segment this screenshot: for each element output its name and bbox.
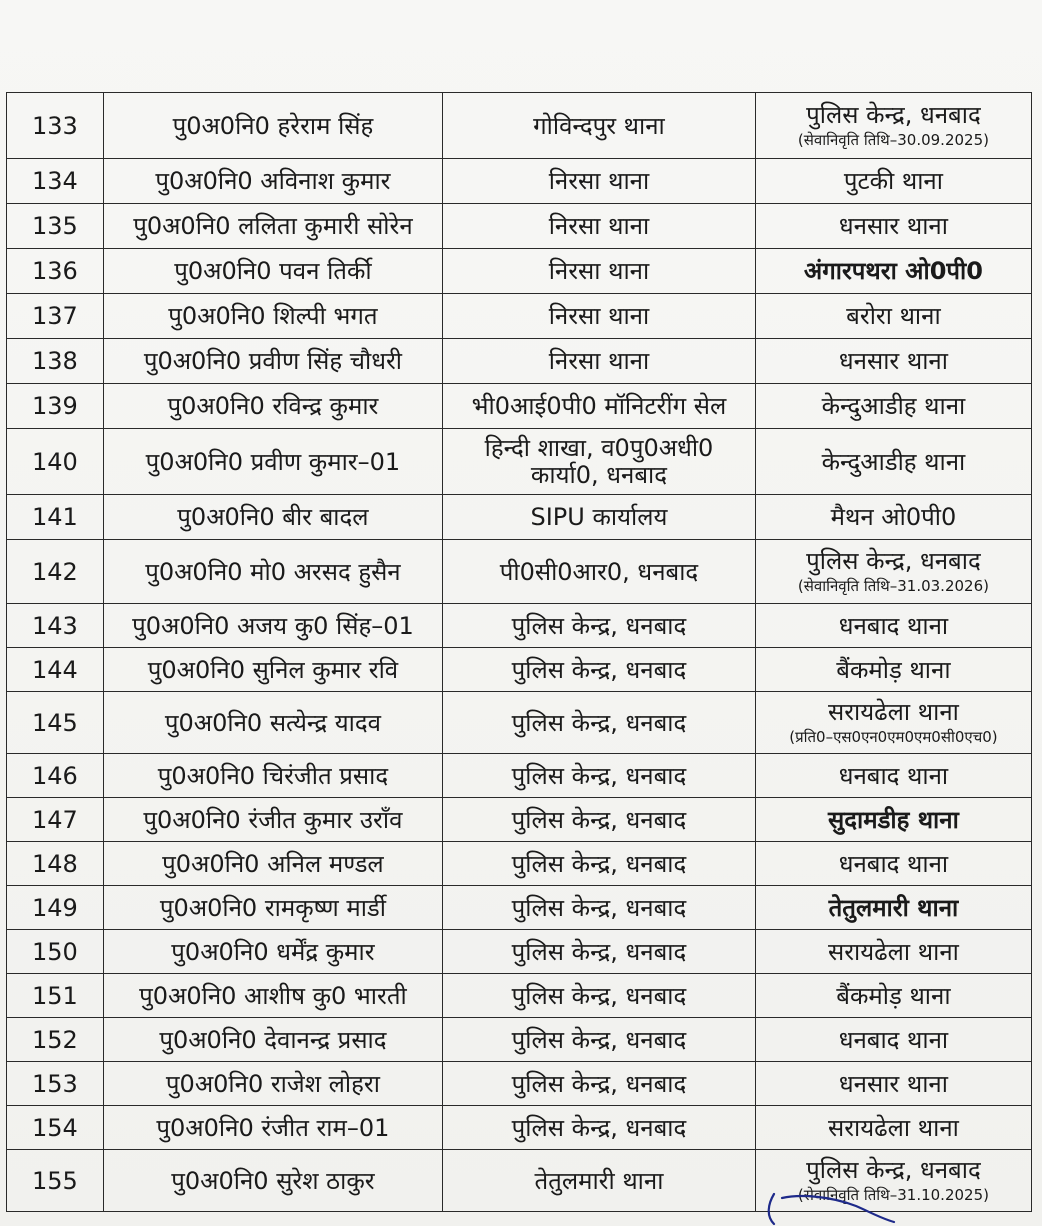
serial-number: 153 (31, 1069, 78, 1098)
officer-name: पु0अ0नि0 अजय कु0 सिंह–01 (132, 611, 414, 640)
serial-number-cell (7, 1018, 104, 1062)
officer-name-cell (103, 384, 442, 429)
current-posting: निरसा थाना (548, 167, 650, 195)
serial-number: 152 (31, 1025, 78, 1054)
serial-number-cell (7, 204, 104, 249)
current-posting: पी0सी0आर0, धनबाद (499, 557, 699, 586)
new-posting: धनसार थाना (838, 1069, 948, 1098)
current-posting: SIPU कार्यालय (530, 503, 668, 531)
new-posting: धनबाद थाना (838, 611, 949, 640)
current-posting-cell (443, 886, 756, 930)
serial-number: 134 (31, 167, 78, 195)
current-posting: पुलिस केन्द्र, धनबाद (511, 655, 687, 684)
new-posting: केन्दुआडीह थाना (821, 447, 966, 476)
current-posting-cell (443, 1018, 756, 1062)
table-row (7, 1106, 1032, 1150)
new-posting-cell (755, 648, 1031, 692)
serial-number-cell (7, 384, 104, 429)
serial-number-cell (7, 974, 104, 1018)
new-posting: पुलिस केन्द्र, धनबाद (806, 1155, 981, 1184)
posting-note: (सेवानिवृति तिथि–30.09.2025) (797, 130, 989, 149)
officer-name-cell (103, 604, 442, 648)
current-posting: भी0आई0पी0 मॉनिटरींग सेल (471, 392, 727, 420)
new-posting-cell (755, 974, 1031, 1018)
new-posting: सरायढेला थाना (827, 1113, 959, 1142)
current-posting-cell (443, 204, 756, 249)
officer-name-cell (103, 1018, 442, 1062)
new-posting-cell (755, 429, 1031, 495)
new-posting: धनबाद थाना (838, 1025, 949, 1054)
serial-number: 137 (31, 302, 78, 330)
serial-number-cell (7, 692, 104, 754)
posting-note: (सेवानिवृति तिथि–31.10.2025) (797, 1185, 989, 1204)
new-posting-cell (755, 159, 1031, 204)
new-posting-cell (755, 754, 1031, 798)
serial-number-cell (7, 294, 104, 339)
new-posting: तेतुलमारी थाना (828, 893, 959, 922)
serial-number: 141 (31, 503, 78, 531)
serial-number-cell (7, 842, 104, 886)
table-row (7, 648, 1032, 692)
table-row (7, 1062, 1032, 1106)
new-posting-cell (755, 249, 1031, 294)
serial-number-cell (7, 886, 104, 930)
officer-name: पु0अ0नि0 सुरेश ठाकुर (171, 1166, 375, 1195)
current-posting: पुलिस केन्द्र, धनबाद (511, 1113, 687, 1142)
serial-number-cell (7, 648, 104, 692)
new-posting: बरोरा थाना (846, 302, 941, 330)
table-row (7, 339, 1032, 384)
current-posting-cell (443, 159, 756, 204)
table-row (7, 384, 1032, 429)
table-row (7, 93, 1032, 159)
serial-number: 135 (31, 212, 78, 240)
new-posting: बैंकमोड़ थाना (836, 981, 951, 1010)
serial-number: 139 (31, 392, 78, 420)
current-posting-cell (443, 798, 756, 842)
table-row (7, 249, 1032, 294)
table-row (7, 974, 1032, 1018)
serial-number-cell (7, 249, 104, 294)
current-posting-cell (443, 495, 756, 540)
officer-name-cell (103, 540, 442, 604)
officer-name-cell (103, 93, 442, 159)
serial-number-cell (7, 1106, 104, 1150)
new-posting: पुलिस केन्द्र, धनबाद (806, 100, 981, 129)
table-row (7, 842, 1032, 886)
new-posting-cell (755, 604, 1031, 648)
officer-name: पु0अ0नि0 अविनाश कुमार (155, 167, 391, 195)
table-row (7, 930, 1032, 974)
new-posting-cell (755, 1062, 1031, 1106)
officer-name: पु0अ0नि0 शिल्पी भगत (168, 302, 378, 330)
officer-name: पु0अ0नि0 रंजीत राम–01 (156, 1113, 390, 1142)
officer-name-cell (103, 429, 442, 495)
officer-name-cell (103, 692, 442, 754)
table-row (7, 294, 1032, 339)
table-row (7, 159, 1032, 204)
current-posting: निरसा थाना (548, 347, 650, 375)
officer-name-cell (103, 1106, 442, 1150)
current-posting-cell (443, 842, 756, 886)
officer-name: पु0अ0नि0 प्रवीण कुमार–01 (145, 447, 401, 476)
officer-name: पु0अ0नि0 राजेश लोहरा (165, 1069, 380, 1098)
officer-name-cell (103, 886, 442, 930)
serial-number: 133 (31, 111, 78, 140)
current-posting: पुलिस केन्द्र, धनबाद (511, 708, 687, 737)
current-posting-cell (443, 648, 756, 692)
officer-name-cell (103, 204, 442, 249)
serial-number: 150 (31, 937, 78, 966)
officer-name: पु0अ0नि0 रामकृष्ण मार्डी (159, 893, 386, 922)
new-posting: मैथन ओ0पी0 (830, 503, 957, 531)
officer-name-cell (103, 495, 442, 540)
officer-name: पु0अ0नि0 आशीष कु0 भारती (139, 981, 407, 1010)
new-posting-cell (755, 692, 1031, 754)
new-posting: धनसार थाना (838, 347, 948, 375)
current-posting: निरसा थाना (548, 257, 650, 285)
current-posting-cell (443, 1062, 756, 1106)
current-posting-cell (443, 294, 756, 339)
current-posting-cell (443, 1150, 756, 1212)
table-row (7, 204, 1032, 249)
serial-number: 154 (31, 1113, 78, 1142)
new-posting: बैंकमोड़ थाना (836, 655, 951, 684)
signature-mark (760, 1192, 910, 1226)
serial-number-cell (7, 93, 104, 159)
officer-name-cell (103, 249, 442, 294)
table-row (7, 692, 1032, 754)
new-posting-cell (755, 798, 1031, 842)
current-posting-cell (443, 384, 756, 429)
officer-name-cell (103, 648, 442, 692)
officer-name-cell (103, 930, 442, 974)
table-row (7, 886, 1032, 930)
serial-number-cell (7, 159, 104, 204)
new-posting-cell (755, 1018, 1031, 1062)
serial-number: 144 (31, 655, 78, 684)
officer-name-cell (103, 294, 442, 339)
current-posting-cell (443, 540, 756, 604)
new-posting-cell (755, 294, 1031, 339)
current-posting-cell (443, 429, 756, 495)
table-row (7, 754, 1032, 798)
current-posting: पुलिस केन्द्र, धनबाद (511, 893, 687, 922)
current-posting: पुलिस केन्द्र, धनबाद (511, 1025, 687, 1054)
officer-name-cell (103, 798, 442, 842)
current-posting-cell (443, 754, 756, 798)
serial-number: 148 (31, 849, 78, 878)
new-posting: पुटकी थाना (843, 167, 943, 195)
current-posting-cell (443, 604, 756, 648)
serial-number: 155 (31, 1166, 78, 1195)
current-posting: पुलिस केन्द्र, धनबाद (511, 849, 687, 878)
officer-name: पु0अ0नि0 देवानन्द्र प्रसाद (159, 1025, 387, 1054)
new-posting-cell (755, 842, 1031, 886)
new-posting-cell (755, 495, 1031, 540)
officer-name-cell (103, 1062, 442, 1106)
new-posting-cell (755, 339, 1031, 384)
new-posting: अंगारपथरा ओ0पी0 (803, 257, 983, 285)
officer-name: पु0अ0नि0 बीर बादल (177, 503, 369, 531)
officer-name: पु0अ0नि0 चिरंजीत प्रसाद (157, 761, 389, 790)
officer-name-cell (103, 339, 442, 384)
officer-name-cell (103, 1150, 442, 1212)
current-posting: तेतुलमारी थाना (534, 1166, 664, 1195)
new-posting-cell (755, 384, 1031, 429)
serial-number: 140 (31, 447, 78, 476)
officer-name: पु0अ0नि0 हरेराम सिंह (172, 111, 374, 140)
officer-name-cell (103, 159, 442, 204)
officer-name: पु0अ0नि0 सत्येन्द्र यादव (164, 708, 381, 737)
current-posting-cell (443, 974, 756, 1018)
current-posting-cell (443, 93, 756, 159)
transfer-table (6, 92, 1032, 1212)
serial-number-cell (7, 495, 104, 540)
current-posting: पुलिस केन्द्र, धनबाद (511, 805, 687, 834)
current-posting: पुलिस केन्द्र, धनबाद (511, 611, 687, 640)
table-body (7, 93, 1032, 1212)
serial-number-cell (7, 604, 104, 648)
new-posting: केन्दुआडीह थाना (821, 392, 966, 420)
officer-name: पु0अ0नि0 सुनिल कुमार रवि (147, 655, 399, 684)
serial-number: 151 (31, 981, 78, 1010)
serial-number: 143 (31, 611, 78, 640)
new-posting-cell (755, 93, 1031, 159)
serial-number-cell (7, 798, 104, 842)
current-posting-cell (443, 1106, 756, 1150)
new-posting-cell (755, 204, 1031, 249)
posting-note: (प्रति0–एस0एन0एम0एम0सी0एच0) (789, 727, 998, 746)
officer-name: पु0अ0नि0 अनिल मण्डल (162, 849, 384, 878)
officer-name: पु0अ0नि0 ललिता कुमारी सोरेन (133, 212, 413, 240)
table-row (7, 798, 1032, 842)
serial-number: 149 (31, 893, 78, 922)
serial-number-cell (7, 930, 104, 974)
current-posting-cell (443, 692, 756, 754)
serial-number: 146 (31, 761, 78, 790)
officer-name-cell (103, 974, 442, 1018)
serial-number-cell (7, 1150, 104, 1212)
officer-name-cell (103, 842, 442, 886)
current-posting: पुलिस केन्द्र, धनबाद (511, 981, 687, 1010)
current-posting: हिन्दी शाखा, व0पु0अधी0 कार्या0, धनबाद (484, 433, 714, 489)
current-posting: निरसा थाना (548, 212, 650, 240)
posting-note: (सेवानिवृति तिथि–31.03.2026) (797, 576, 989, 595)
current-posting: पुलिस केन्द्र, धनबाद (511, 761, 687, 790)
table-row (7, 429, 1032, 495)
current-posting-cell (443, 930, 756, 974)
new-posting-cell (755, 540, 1031, 604)
serial-number: 142 (31, 557, 78, 586)
table-row (7, 1018, 1032, 1062)
new-posting-cell (755, 1106, 1031, 1150)
officer-name: पु0अ0नि0 प्रवीण सिंह चौधरी (143, 347, 403, 375)
new-posting: धनसार थाना (838, 212, 948, 240)
current-posting-cell (443, 339, 756, 384)
new-posting-cell (755, 886, 1031, 930)
new-posting: सरायढेला थाना (827, 697, 959, 726)
officer-name: पु0अ0नि0 मो0 अरसद हुसैन (145, 557, 401, 586)
serial-number: 147 (31, 805, 78, 834)
current-posting: निरसा थाना (548, 302, 650, 330)
serial-number-cell (7, 540, 104, 604)
serial-number: 145 (31, 708, 78, 737)
table-row (7, 604, 1032, 648)
officer-name-cell (103, 754, 442, 798)
serial-number-cell (7, 339, 104, 384)
current-posting: पुलिस केन्द्र, धनबाद (511, 1069, 687, 1098)
new-posting: पुलिस केन्द्र, धनबाद (806, 546, 981, 575)
current-posting: पुलिस केन्द्र, धनबाद (511, 937, 687, 966)
serial-number-cell (7, 1062, 104, 1106)
new-posting: धनबाद थाना (838, 849, 949, 878)
serial-number: 136 (31, 257, 78, 285)
new-posting: धनबाद थाना (838, 761, 949, 790)
officer-name: पु0अ0नि0 रंजीत कुमार उराँव (143, 805, 403, 834)
serial-number-cell (7, 754, 104, 798)
serial-number-cell (7, 429, 104, 495)
new-posting: सरायढेला थाना (827, 937, 959, 966)
officer-name: पु0अ0नि0 पवन तिर्की (174, 257, 372, 285)
officer-name: पु0अ0नि0 धर्मेंद्र कुमार (171, 937, 375, 966)
new-posting: सुदामडीह थाना (828, 805, 959, 834)
serial-number: 138 (31, 347, 78, 375)
officer-name: पु0अ0नि0 रविन्द्र कुमार (167, 392, 379, 420)
table-row (7, 540, 1032, 604)
table-row (7, 495, 1032, 540)
current-posting: गोविन्दपुर थाना (533, 111, 665, 140)
new-posting-cell (755, 930, 1031, 974)
current-posting-cell (443, 249, 756, 294)
